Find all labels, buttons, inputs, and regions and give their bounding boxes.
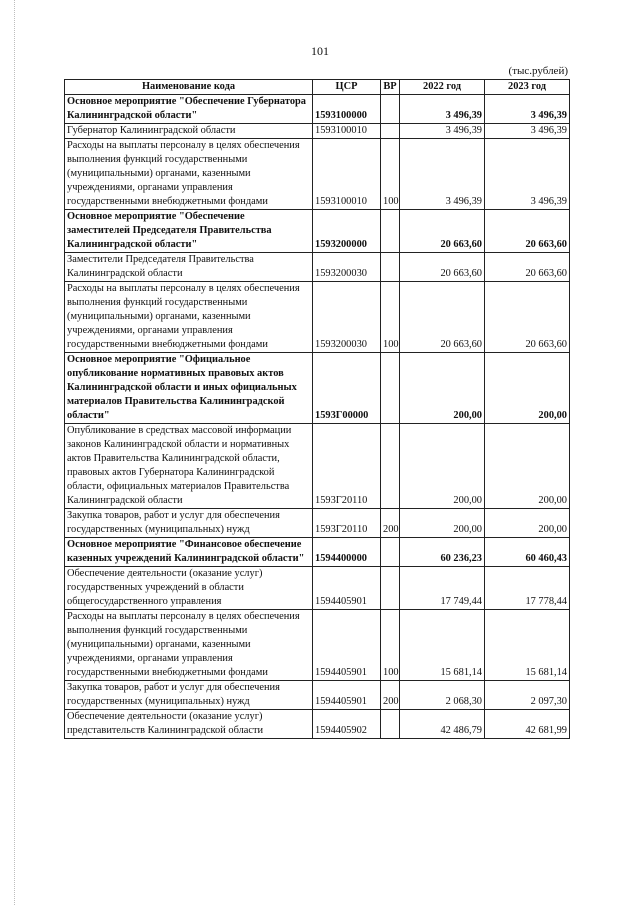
row-name: Закупка товаров, работ и услуг для обеспечения государственных (муниципальных) нужд <box>65 509 313 538</box>
row-vr-code <box>381 353 400 424</box>
table-row <box>65 253 570 282</box>
table-row <box>65 282 570 353</box>
table-row <box>65 538 570 567</box>
row-csr-code: 1593Г20110 <box>313 509 381 538</box>
table-row <box>65 95 570 124</box>
header-vr: ВР <box>381 80 400 95</box>
row-amount-2022: 3 496,39 <box>400 95 485 124</box>
page-number: 101 <box>311 44 329 58</box>
row-csr-code: 1593200030 <box>313 282 381 353</box>
table-body <box>65 95 570 739</box>
row-csr-code: 1593Г20110 <box>313 424 381 509</box>
row-name: Опубликование в средствах массовой информации законов Калининградской области и нормативных актов Правительства Калининградской области, правовых актов Губернатора Калининградской области, официальных материалов Правительства Калининградской области <box>65 424 313 509</box>
row-amount-2022: 200,00 <box>400 353 485 424</box>
row-amount-2023: 17 778,44 <box>485 567 570 610</box>
table-row <box>65 424 570 509</box>
header-2022: 2022 год <box>400 80 485 95</box>
row-vr-code <box>381 710 400 739</box>
units-label: (тыс.рублей) <box>508 65 568 77</box>
row-amount-2023: 60 460,43 <box>485 538 570 567</box>
row-amount-2023: 20 663,60 <box>485 210 570 253</box>
row-name: Закупка товаров, работ и услуг для обеспечения государственных (муниципальных) нужд <box>65 681 313 710</box>
row-vr-code: 200 <box>381 681 400 710</box>
row-amount-2022: 2 068,30 <box>400 681 485 710</box>
row-amount-2023: 20 663,60 <box>485 282 570 353</box>
row-amount-2023: 200,00 <box>485 509 570 538</box>
row-amount-2023: 3 496,39 <box>485 139 570 210</box>
row-vr-code: 100 <box>381 282 400 353</box>
scan-edge-line <box>14 0 15 905</box>
row-amount-2022: 200,00 <box>400 509 485 538</box>
table-row <box>65 124 570 139</box>
row-csr-code: 1593200030 <box>313 253 381 282</box>
row-vr-code <box>381 253 400 282</box>
row-csr-code: 1594405902 <box>313 710 381 739</box>
row-amount-2022: 20 663,60 <box>400 253 485 282</box>
row-name: Основное мероприятие "Обеспечение Губернатора Калининградской области" <box>65 95 313 124</box>
header-csr: ЦСР <box>313 80 381 95</box>
row-csr-code: 1593100000 <box>313 95 381 124</box>
row-name: Обеспечение деятельности (оказание услуг) государственных учреждений в области общегосударственного управления <box>65 567 313 610</box>
row-name: Основное мероприятие "Обеспечение заместителей Председателя Правительства Калининградской области" <box>65 210 313 253</box>
row-amount-2023: 3 496,39 <box>485 95 570 124</box>
table-row <box>65 567 570 610</box>
row-name: Заместители Председателя Правительства Калининградской области <box>65 253 313 282</box>
row-name: Расходы на выплаты персоналу в целях обеспечения выполнения функций государственными (муниципальными) органами, казенными учреждениями, органами управления государственными внебюджетными фондами <box>65 610 313 681</box>
row-csr-code: 1593Г00000 <box>313 353 381 424</box>
header-2023: 2023 год <box>485 80 570 95</box>
row-amount-2023: 200,00 <box>485 424 570 509</box>
table-row <box>65 353 570 424</box>
row-name: Расходы на выплаты персоналу в целях обеспечения выполнения функций государственными (муниципальными) органами, казенными учреждениями, органами управления государственными внебюджетными фондами <box>65 282 313 353</box>
table-header-row <box>65 80 570 95</box>
row-name: Губернатор Калининградской области <box>65 124 313 139</box>
row-amount-2023: 42 681,99 <box>485 710 570 739</box>
table-row <box>65 681 570 710</box>
table-row <box>65 509 570 538</box>
row-vr-code <box>381 124 400 139</box>
table-row <box>65 710 570 739</box>
row-vr-code <box>381 538 400 567</box>
row-csr-code: 1594405901 <box>313 681 381 710</box>
row-amount-2022: 20 663,60 <box>400 282 485 353</box>
row-amount-2022: 3 496,39 <box>400 124 485 139</box>
row-amount-2022: 200,00 <box>400 424 485 509</box>
row-amount-2022: 3 496,39 <box>400 139 485 210</box>
table-row <box>65 210 570 253</box>
row-amount-2022: 15 681,14 <box>400 610 485 681</box>
row-vr-code: 100 <box>381 139 400 210</box>
row-name: Основное мероприятие "Финансовое обеспечение казенных учреждений Калининградской области" <box>65 538 313 567</box>
budget-table <box>64 79 570 739</box>
row-csr-code: 1594400000 <box>313 538 381 567</box>
row-csr-code: 1593100010 <box>313 139 381 210</box>
row-csr-code: 1594405901 <box>313 567 381 610</box>
table-row <box>65 139 570 210</box>
row-amount-2022: 42 486,79 <box>400 710 485 739</box>
row-amount-2023: 200,00 <box>485 353 570 424</box>
header-name: Наименование кода <box>65 80 313 95</box>
row-vr-code: 100 <box>381 610 400 681</box>
row-vr-code <box>381 95 400 124</box>
row-csr-code: 1593100010 <box>313 124 381 139</box>
row-amount-2023: 2 097,30 <box>485 681 570 710</box>
row-vr-code <box>381 210 400 253</box>
row-vr-code <box>381 567 400 610</box>
row-amount-2022: 20 663,60 <box>400 210 485 253</box>
row-vr-code: 200 <box>381 509 400 538</box>
row-name: Расходы на выплаты персоналу в целях обеспечения выполнения функций государственными (муниципальными) органами, казенными учреждениями, органами управления государственными внебюджетными фондами <box>65 139 313 210</box>
row-amount-2023: 20 663,60 <box>485 253 570 282</box>
row-vr-code <box>381 424 400 509</box>
row-amount-2022: 60 236,23 <box>400 538 485 567</box>
table-row <box>65 610 570 681</box>
row-amount-2022: 17 749,44 <box>400 567 485 610</box>
row-amount-2023: 3 496,39 <box>485 124 570 139</box>
row-csr-code: 1594405901 <box>313 610 381 681</box>
row-name: Обеспечение деятельности (оказание услуг) представительств Калининградской области <box>65 710 313 739</box>
row-csr-code: 1593200000 <box>313 210 381 253</box>
row-name: Основное мероприятие "Официальное опубликование нормативных правовых актов Калининградской области и иных официальных материалов Правительства Калининградской области" <box>65 353 313 424</box>
row-amount-2023: 15 681,14 <box>485 610 570 681</box>
